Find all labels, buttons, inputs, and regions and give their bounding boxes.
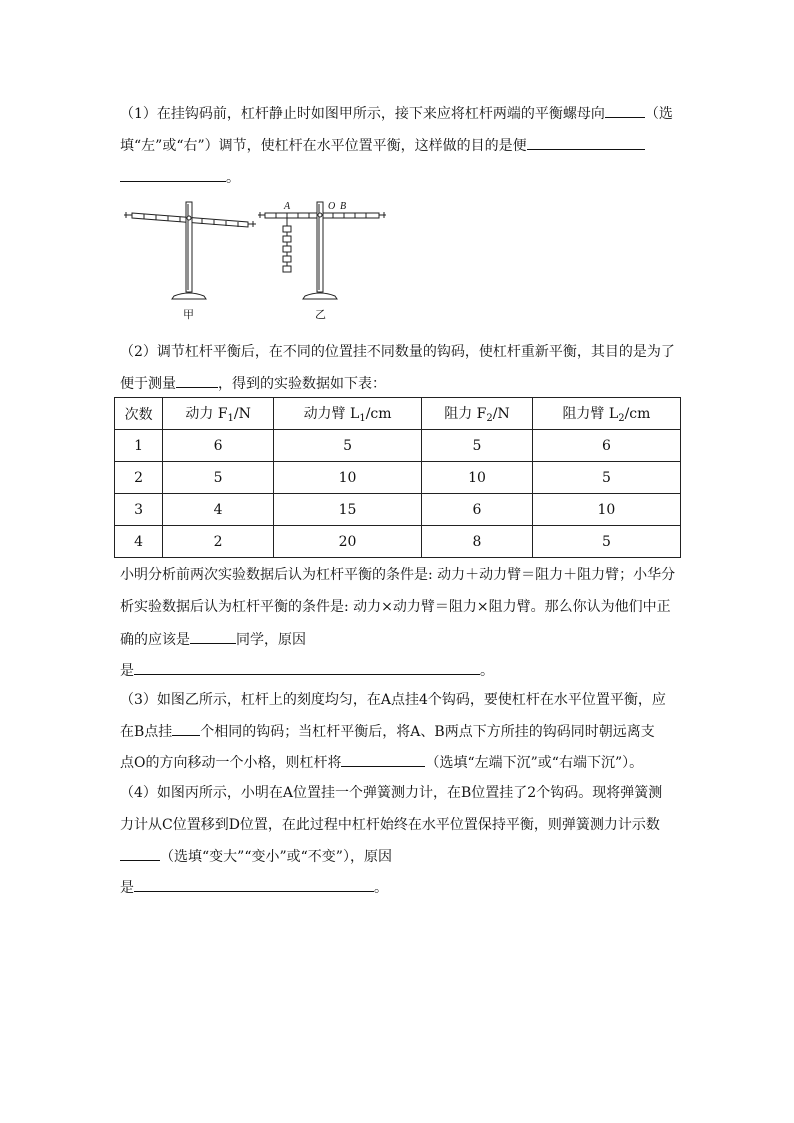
q4-line3: [120, 846, 392, 867]
q1-text1-end: （选: [644, 106, 673, 122]
table-header-cell: 动力 $F_1/N$: [163, 398, 274, 430]
table-cell: 1: [115, 430, 163, 462]
experiment-data-table: [114, 397, 681, 558]
q3-text2-start: 在B点挂: [120, 724, 173, 740]
table-header-cell: 次数: [115, 398, 163, 430]
q2-blank-measure[interactable]: [176, 373, 218, 388]
analysis-line4: [120, 660, 494, 681]
table-cell: 6: [532, 430, 680, 462]
q4-text3-end: （选填“变大”“变小”或“不变”），原因: [160, 849, 392, 865]
analysis-text3-end: 同学，原因: [236, 632, 306, 648]
q4-line2: [120, 815, 660, 835]
q4-line4: [120, 877, 388, 898]
analysis-line2: [120, 597, 671, 617]
q2-line1: [120, 342, 675, 362]
point-o-label: O: [328, 201, 336, 212]
table-cell: 4: [115, 526, 163, 558]
q1-line2: [120, 135, 645, 156]
table-cell: 8: [422, 526, 533, 558]
point-a-label: A: [284, 201, 291, 212]
table-header-cell: 阻力臂 $L_2/cm$: [532, 398, 680, 430]
q1-blank-purpose-b[interactable]: [120, 167, 226, 182]
table-cell: 5: [532, 462, 680, 494]
analysis-line1: [120, 565, 675, 585]
analysis-text4-end: 。: [480, 663, 494, 679]
table-cell: 15: [274, 494, 422, 526]
table-cell: 6: [422, 494, 533, 526]
table-cell: 5: [163, 462, 274, 494]
q1-blank-direction[interactable]: [605, 103, 645, 118]
q1-text3-end: 。: [226, 170, 240, 186]
table-header-row: [115, 398, 681, 430]
table-row: [115, 462, 681, 494]
table-cell: 10: [532, 494, 680, 526]
table-row: [115, 430, 681, 462]
table-cell: 5: [422, 430, 533, 462]
table-cell: 5: [532, 526, 680, 558]
q4-line1: [120, 783, 662, 803]
lever-yi: [258, 202, 386, 299]
q1-text2: 填“左”或“右”）调节，使杠杆在水平位置平衡，这样做的目的是便: [120, 138, 527, 154]
analysis-text2: 析实验数据后认为杠杆平衡的条件是: 动力×动力臂＝阻力×阻力臂。那么你认为他们中正: [120, 599, 671, 615]
q4-text4-start: 是: [120, 880, 134, 896]
q3-text3-end: （选填“左端下沉”或“右端下沉”）。: [425, 755, 644, 771]
point-b-label: B: [340, 201, 347, 212]
table-row: [115, 526, 681, 558]
q4-blank-change[interactable]: [120, 846, 160, 861]
table-cell: 2: [115, 462, 163, 494]
q2-line2: [120, 373, 386, 394]
analysis-blank-student[interactable]: [190, 629, 236, 644]
q1-blank-purpose-a[interactable]: [527, 135, 645, 150]
q4-text4-end: 。: [374, 880, 388, 896]
q2-text2-end: ，得到的实验数据如下表：: [218, 376, 386, 392]
table-header-cell: 动力臂 $L_1/cm$: [274, 398, 422, 430]
analysis-text1: 小明分析前两次实验数据后认为杠杆平衡的条件是: 动力＋动力臂＝阻力＋阻力臂；小华分: [120, 567, 676, 583]
q2-text2-start: 便于测量: [120, 376, 176, 392]
analysis-blank-reason[interactable]: [134, 660, 480, 675]
table-cell: 2: [163, 526, 274, 558]
table-cell: 10: [422, 462, 533, 494]
q3-blank-result[interactable]: [341, 752, 425, 767]
q3-blank-count[interactable]: [172, 721, 200, 736]
q3-text2-end: 个相同的钩码；当杠杆平衡后，将A、B两点下方所挂的钩码同时朝远离支: [200, 724, 655, 740]
lever-figure: [120, 196, 400, 324]
q3-text3-start: 点O的方向移动一个小格，则杠杆将: [120, 755, 342, 771]
table-cell: 4: [163, 494, 274, 526]
q1-line1: [120, 103, 673, 124]
lever-jia: [124, 202, 256, 299]
q2-text1: （2）调节杠杆平衡后，在不同的位置挂不同数量的钩码，使杠杆重新平衡，其目的是为了: [120, 344, 675, 360]
q3-line3: [120, 752, 643, 773]
table-cell: 3: [115, 494, 163, 526]
q3-text1: （3）如图乙所示，杠杆上的刻度均匀，在A点挂4个钩码，要使杠杆在水平位置平衡，应: [120, 692, 666, 708]
q3-line2: [120, 721, 655, 742]
table-cell: 10: [274, 462, 422, 494]
analysis-line3: [120, 629, 306, 650]
table-cell: 6: [163, 430, 274, 462]
q1-line3: [120, 167, 240, 188]
table-header-cell: 阻力 $F_2/N$: [422, 398, 533, 430]
figure-label-yi: 乙: [315, 308, 326, 321]
table-cell: 20: [274, 526, 422, 558]
analysis-text4-start: 是: [120, 663, 134, 679]
q1-text1: （1）在挂钩码前，杠杆静止时如图甲所示，接下来应将杠杆两端的平衡螺母向: [120, 106, 605, 122]
table-cell: 5: [274, 430, 422, 462]
q3-line1: [120, 690, 666, 710]
table-row: [115, 494, 681, 526]
q4-blank-reason[interactable]: [134, 877, 374, 892]
q4-text1: （4）如图丙所示，小明在A位置挂一个弹簧测力计，在B位置挂了2个钩码。现将弹簧测: [120, 785, 663, 801]
figure-label-jia: 甲: [183, 308, 194, 321]
q4-text2: 力计从C位置移到D位置，在此过程中杠杆始终在水平位置保持平衡，则弹簧测力计示数: [120, 817, 660, 833]
analysis-text3-start: 确的应该是: [120, 632, 190, 648]
